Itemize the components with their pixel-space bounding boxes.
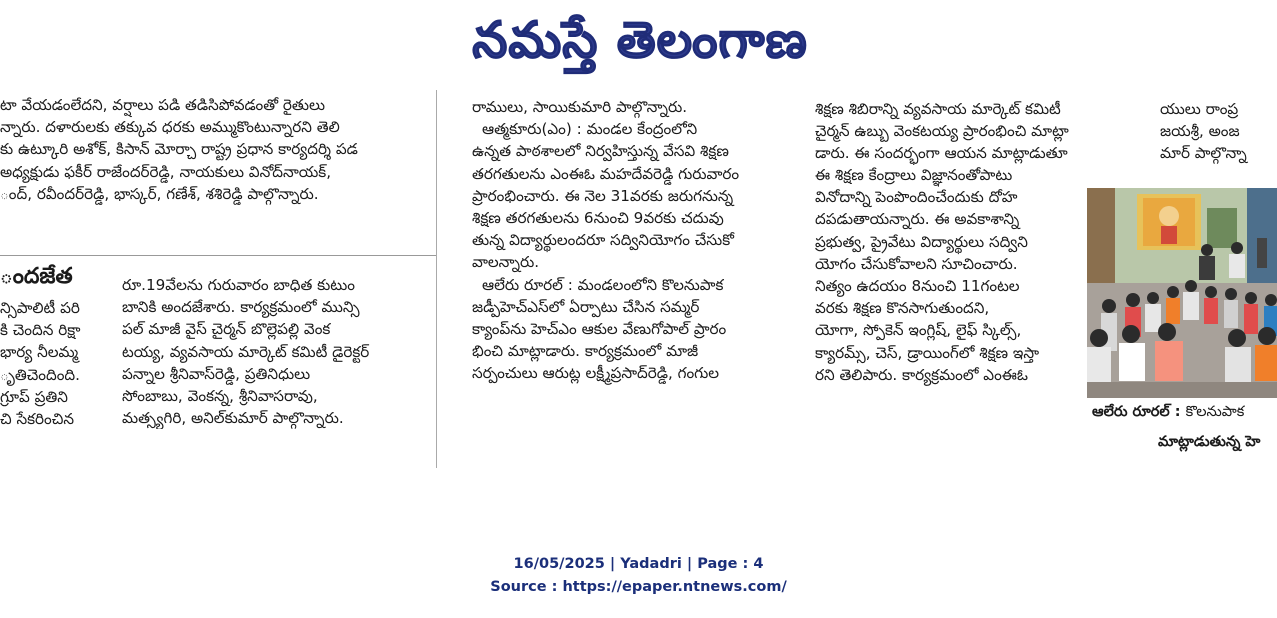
text-line: రని తెలిపారు. కార్యక్రమంలో ఎంఈఓ xyxy=(815,365,1028,384)
text-line: టా వేయడంలేదని, వర్షాలు పడి తడిసిపోవడంతో రైతులు xyxy=(0,96,325,114)
article-col1-right xyxy=(122,274,414,429)
section-divider xyxy=(0,255,436,256)
text-line: యోగం చేసుకోవాలని సూచించారు. xyxy=(815,254,1018,273)
article-col3-body xyxy=(815,164,1083,386)
photo-caption-line2 xyxy=(1158,431,1277,453)
text-line: గ్రూప్ ప్రతిని xyxy=(0,387,68,406)
masthead xyxy=(0,0,1277,86)
text-line: రాములు, సాయికుమారి పాల్గొన్నారు. xyxy=(472,98,688,116)
text-line: ప్రభుత్వ, ప్రైవేటు విద్యార్థులు సద్విని xyxy=(815,232,1028,251)
text-line: మత్స్యగిరి, అనిల్‌కుమార్ పాల్గొన్నారు. xyxy=(122,409,344,428)
newspaper-logo: నమస్తే తెలంగాణ xyxy=(472,11,808,69)
text-line: ఉన్నత పాఠశాలలో నిర్వహిస్తున్న వేసవి శిక్షణ xyxy=(472,142,729,161)
text-line: క్యారమ్స్, చెస్, డ్రాయింగ్‌లో శిక్షణ ఇస్తా xyxy=(815,343,1040,362)
text-line: ృతిచెందింది. xyxy=(0,365,80,384)
text-line: యులు రాంప్ర xyxy=(1160,100,1239,118)
article-heading: ందజేత xyxy=(0,264,73,289)
column-divider xyxy=(436,90,437,468)
text-line: ంద్, రవీందర్‌రెడ్డి, భాస్కర్, గణేశ్, శశిరెడ్డి పాల్గొన్నారు. xyxy=(0,184,319,203)
text-line: మార్ పాల్గొన్నా xyxy=(1160,144,1247,163)
text-line: కు ఉట్కూరి అశోక్, కిసాన్ మోర్చా రాష్ట్ర ప్రధాన కార్యదర్శి పడ xyxy=(0,140,358,159)
text-line: తరగతులను ఎంఈఓ మహదేవరెడ్డి గురువారం xyxy=(472,164,740,183)
text-line: జయశ్రీ, అంజ xyxy=(1160,122,1240,141)
article-col1-top xyxy=(0,94,412,205)
text-line: భించి మాట్లాడారు. కార్యక్రమంలో మాజీ xyxy=(472,342,699,361)
text-line: తున్న విద్యార్థులందరూ సద్వినియోగం చేసుకో xyxy=(472,231,734,250)
photo-caption xyxy=(1092,401,1277,423)
text-line: చైర్మన్ ఉబ్బు వెంకటయ్య ప్రారంభించి మాట్లా xyxy=(815,122,1069,141)
text-line: న్నారు. దళారులకు తక్కువ ధరకు అమ్ముకొంటున్నారని తెలి xyxy=(0,118,340,137)
text-line: పల్ మాజీ వైస్ చైర్మన్ బొల్లెపల్లి వెంక xyxy=(122,320,331,339)
text-line: దపడుతాయన్నారు. ఈ అవకాశాన్ని xyxy=(815,210,1020,229)
text-line: సర్పంచులు ఆరుట్ల లక్ష్మీప్రసాద్‌రెడ్డి, గంగుల xyxy=(472,364,720,383)
text-line: రూ.19వేలను గురువారం బాధిత కుటుం xyxy=(122,276,355,294)
text-line: యోగా, స్పోకెన్ ఇంగ్లిష్, లైఫ్ స్కిల్స్, xyxy=(815,321,1022,340)
text-line: వాలన్నారు. xyxy=(472,253,540,272)
text-line: వినోదాన్ని పెంపొందించేందుకు దోహ xyxy=(815,188,1018,207)
caption-text-2: మాట్లాడుతున్న హె xyxy=(1158,434,1261,450)
text-line: ప్రారంభించారు. ఈ నెల 31వరకు జరుగనున్న xyxy=(472,186,734,205)
text-line: ఆత్మకూరు(ఎం) : మండల కేంద్రంలోని xyxy=(482,120,698,139)
article-col3-top xyxy=(815,98,1135,165)
text-line: భార్య నీలమ్మ xyxy=(0,343,79,362)
article-col4-top xyxy=(1160,98,1277,165)
footer-source-line: Source : https://epaper.ntnews.com/ xyxy=(490,579,787,595)
article-col1-left xyxy=(0,297,112,430)
text-line: జడ్పీహెచ్‌ఎస్‌లో ఏర్పాటు చేసిన సమ్మర్ xyxy=(472,297,700,316)
text-line: ఈ శిక్షణ కేంద్రాలు విజ్ఞానంతోపాటు xyxy=(815,166,1013,184)
text-line: వరకు శిక్షణ కొనసాగుతుందని, xyxy=(815,299,990,318)
text-line: న్సిపాలిటీ పరి xyxy=(0,299,80,317)
text-line: ఆలేరు రూరల్ : మండలంలోని కొలనుపాక xyxy=(482,275,724,294)
text-line: అధ్యక్షుడు ఫకీర్ రాజేందర్‌రెడ్డి, నాయకులు వినోద్‌నాయక్, xyxy=(0,162,332,181)
text-line: టయ్య, వ్యవసాయ మార్కెట్ కమిటీ డైరెక్టర్ xyxy=(122,342,370,361)
caption-label: ఆలేరు రూరల్ : xyxy=(1092,404,1186,420)
article-col2 xyxy=(472,96,792,385)
text-line: నిత్యం ఉదయం 8నుంచి 11గంటల xyxy=(815,277,1020,296)
text-line: క్యాంప్‌ను హెచ్ఎం ఆకుల వేణుగోపాల్ ప్రారం xyxy=(472,320,727,339)
text-line: శిక్షణ శిబిరాన్ని వ్యవసాయ మార్కెట్ కమిటీ xyxy=(815,100,1061,118)
text-line: కి చెందిన రిక్షా xyxy=(0,321,81,340)
text-line: సోంబాబు, వెంకన్న, శ్రీనివాసరావు, xyxy=(122,387,318,406)
news-photo xyxy=(1087,188,1277,398)
text-line: బానికి అందజేశారు. కార్యక్రమంలో మున్సి xyxy=(122,298,360,317)
text-line: పన్నాల శ్రీనివాస్‌రెడ్డి, ప్రతినిధులు xyxy=(122,364,311,383)
caption-text: కొలనుపాక xyxy=(1185,404,1245,420)
footer-date-line: 16/05/2025 | Yadadri | Page : 4 xyxy=(513,556,764,572)
text-line: చి సేకరించిన xyxy=(0,410,75,429)
text-line: డారు. ఈ సందర్భంగా ఆయన మాట్లాడుతూ xyxy=(815,144,1068,163)
text-line: శిక్షణ తరగతులను 6నుంచి 9వరకు చదువు xyxy=(472,209,724,228)
